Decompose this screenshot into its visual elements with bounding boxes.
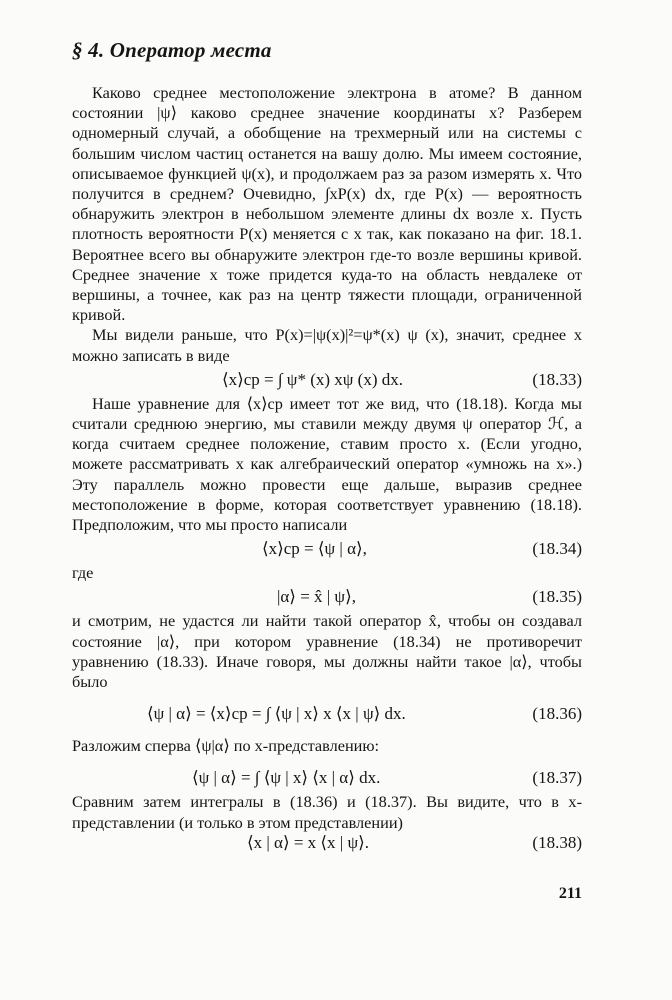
equation-18-34 xyxy=(72,535,582,563)
equation-body: ⟨ψ | α⟩ = ∫ ⟨ψ | x⟩ ⟨x | α⟩ dx. xyxy=(192,768,381,788)
equation-number: (18.35) xyxy=(532,587,582,607)
paragraph-6: Разложим сперва ⟨ψ|α⟩ по x-представлению: xyxy=(72,736,380,756)
page-number: 211 xyxy=(558,885,582,902)
equation-18-33 xyxy=(72,366,582,394)
paragraph-7: Сравним затем интегралы в (18.36) и (18.37). Вы видите, что в x-представлении (и только в этом представлении) xyxy=(72,792,582,832)
equation-body: ⟨x⟩ср = ∫ ψ* (x) xψ (x) dx. xyxy=(222,369,403,389)
equation-18-37 xyxy=(72,764,582,792)
equation-18-38 xyxy=(72,833,582,857)
equation-body: ⟨ψ | α⟩ = ⟨x⟩ср = ∫ ⟨ψ | x⟩ x ⟨x | ψ⟩ dx. xyxy=(147,704,406,724)
equation-18-36 xyxy=(72,700,582,728)
equation-18-35 xyxy=(72,583,582,611)
equation-number: (18.34) xyxy=(532,539,582,559)
paragraph-2: Мы видели раньше, что P(x)=|ψ(x)|²=ψ*(x) ψ (x), значит, среднее x можно записать в виде xyxy=(72,325,582,365)
equation-body: |α⟩ = x̂ | ψ⟩, xyxy=(277,587,356,607)
equation-body: ⟨x⟩ср = ⟨ψ | α⟩, xyxy=(262,539,367,559)
paragraph-5: и смотрим, не удастся ли найти такой оператор x̂, чтобы он создавал состояние |α⟩, при котором уравнение (18.34) не противоречит уравнению (18.33). Иначе говоря, мы должны найти такое |α⟩, чтобы было xyxy=(72,611,582,692)
equation-number: (18.37) xyxy=(532,768,582,788)
equation-number: (18.38) xyxy=(532,832,582,852)
equation-body: ⟨x | α⟩ = x ⟨x | ψ⟩. xyxy=(247,832,369,852)
paragraph-1: Каково среднее местоположение электрона в атоме? В данном состоянии |ψ⟩ каково среднее значение координаты x? Разберем одномерный случай, а обобщение на трехмерный или на системы с большим числом частиц останется на вашу долю. Мы имеем состояние, описываемое функцией ψ(x), и продолжаем раз за разом измерять x. Что получится в среднем? Очевидно, ∫xP(x) dx, где P(x) — вероятность обнаружить электрон в небольшом элементе длины dx возле x. Пусть плотность вероятности P(x) меняется с x так, как показано на фиг. 18.1. Вероятнее всего вы обнаружите электрон где-то возле вершины кривой. Среднее значение x тоже придется куда-то на область невдалеке от вершины, а точнее, как раз на центр тяжести площади, ограниченной кривой. xyxy=(72,83,582,325)
section-title: § 4. Оператор места xyxy=(72,38,272,62)
equation-number: (18.36) xyxy=(532,704,582,724)
equation-number: (18.33) xyxy=(532,369,582,389)
page-body xyxy=(72,38,582,857)
paragraph-3: Наше уравнение для ⟨x⟩ср имеет тот же вид, что (18.18). Когда мы считали среднюю энергию, мы ставили между двумя ψ оператор ℋ, а когда считаем среднее положение, ставим просто x. (Если угодно, можете рассматривать x как алгебраический оператор «умножь на x».) Эту параллель можно провести еще дальше, выразив среднее местоположение в форме, которая соответствует уравнению (18.18). Предположим, что мы просто написали xyxy=(72,393,582,535)
paragraph-4: где xyxy=(72,563,94,583)
